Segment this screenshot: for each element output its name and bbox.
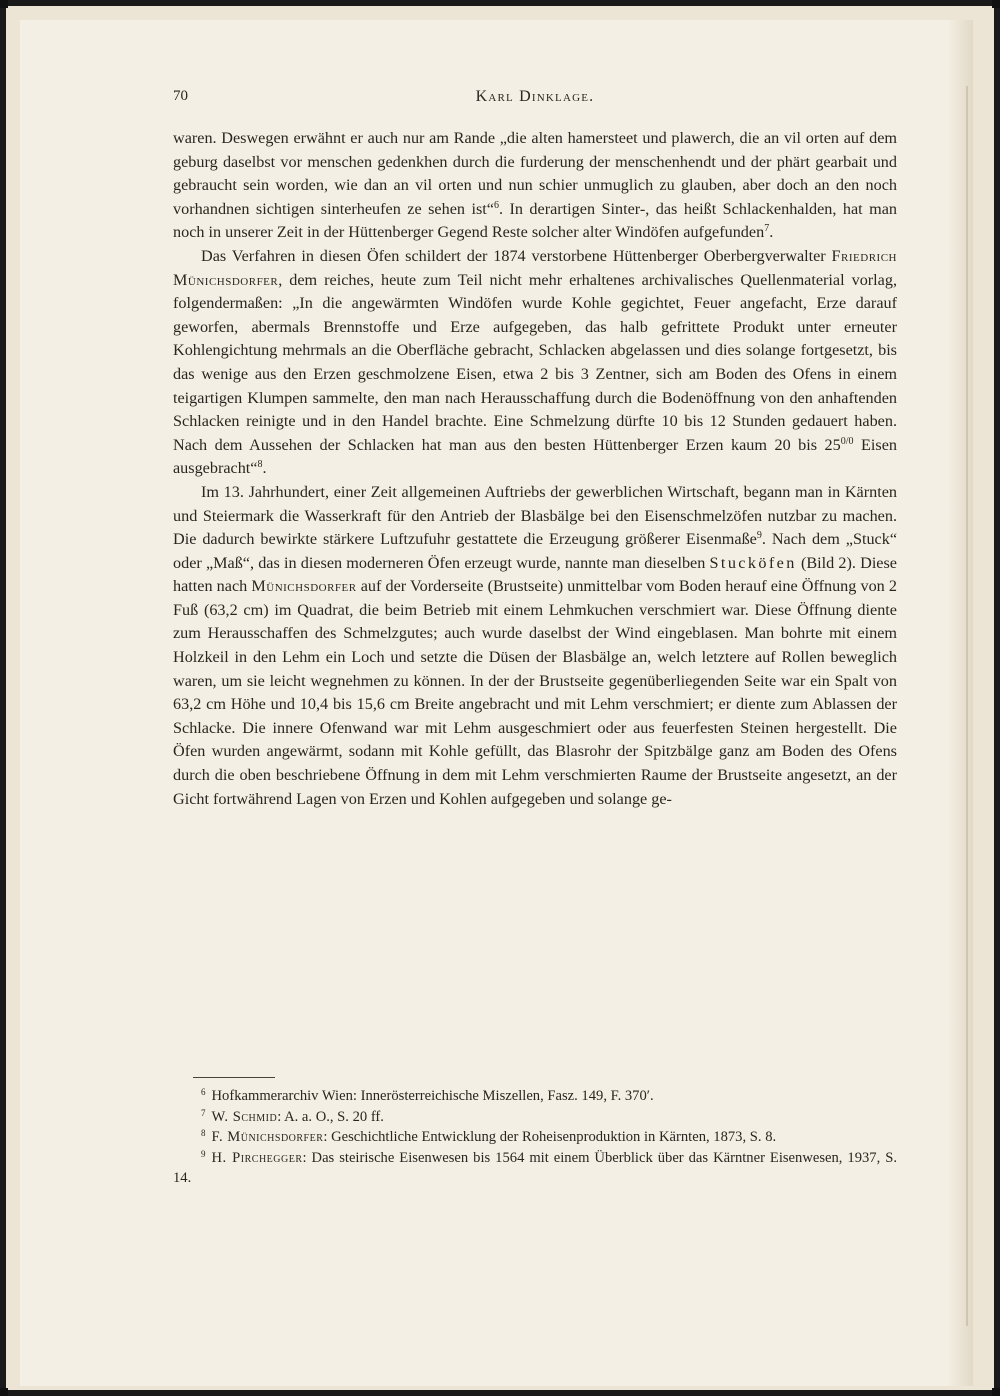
paragraph (173, 245, 897, 481)
scan-corner-mark (992, 1388, 1000, 1396)
footnote (173, 1148, 897, 1189)
percent-sign: 0/0 (840, 435, 854, 447)
spaced-term: Stucköfen (709, 553, 797, 572)
footnote (173, 1086, 897, 1107)
author-name: F. Münichsdorfer (211, 1129, 324, 1146)
footnote-number: 8 (201, 1128, 206, 1139)
page-header (173, 88, 897, 112)
text-run: Das Verfahren in diesen Öfen schildert der 1874 verstorbene Hüttenberger Oberbergverwalter (201, 246, 832, 265)
scan-corner-mark (992, 0, 1000, 8)
footnote-ref: 6 (493, 199, 499, 211)
text-run: Eisen ausgebracht“ (173, 435, 897, 478)
footnote (173, 1107, 897, 1128)
footnotes (173, 1086, 897, 1189)
footnote (173, 1127, 897, 1148)
text-run: . In derartigen Sinter-, das heißt Schlackenhalden, hat man noch in unserer Zeit in der Hüttenberger Gegend Reste solcher alter Windöfen aufgefunden (173, 199, 897, 242)
text-run: , dem reiches, heute zum Teil nicht mehr erhaltenes archivalisches Quellenmaterial vorlag, folgendermaßen: „In die angewärmten Windöfen wurde Kohle gegichtet, Feuer angefacht, Erze darauf geworfen, abermals Brennstoffe und Erze aufgegeben, das halb gefrittete Produkt unter erneuter Kohlengichtung mehrmals an die Oberfläche gebracht, Schlacken abgelassen und dies solange fortgesetzt, bis das wenige aus den Erzen geschmolzene Eisen, etwa 2 bis 3 Zentner, sich am Boden des Ofens in einem teigartigen Klumpen sammelte, den man nach Herausschaffung durch die Bodenöffnung von den anhaftenden Schlacken reinigte und in den Handel brachte. Eine Schmelzung dürfte 10 bis 12 Stunden gedauert haben. Nach dem Aussehen der Schlacken hat man aus den besten Hüttenberger Erzen kaum 20 bis 25 (173, 270, 897, 454)
text-run: . (769, 223, 774, 242)
author-name: W. Schmid (211, 1108, 278, 1125)
paragraph (173, 127, 897, 245)
paragraph (173, 481, 897, 811)
footnote-ref: 8 (257, 459, 263, 471)
text-run: auf der Vorderseite (Brustseite) unmittelbar vom Boden herauf eine Öffnung von 2 Fuß (63,2 cm) im Quadrat, die beim Betrieb mit einem Lehmkuchen verschmiert war. Diese Öffnung diente zum Herausschaffen des Schmelzgutes; auch wurde daselbst der Wind eingeblasen. Man bohrte mit einem Holzkeil in den Lehm ein Loch und setzte die Düsen der Blasbälge an, welch letztere auf Rollen beweglich waren, um sie leicht wegnehmen zu können. In der der Brustseite gegenüberliegenden Seite war ein Spalt von 63,2 cm Höhe und 10,4 bis 15,6 cm Breite angebracht und mit Lehm verschmiert; er diente zum Ablassen der Schlacke. Die innere Ofenwand war mit Lehm ausgeschmiert oder aus feuerfesten Steinen hergestellt. Die Öfen wurden angewärmt, sodann mit Kohle gefüllt, das Blasrohr der Spitzbälge ganz am Boden des Ofens durch die oben beschriebene Öffnung in dem mit Lehm verschmierten Raume der Brustseite angesetzt, an der Gicht fortwährend Lagen von Erzen und Kohlen aufgegeben und solange ge- (173, 577, 897, 808)
footnote-number: 7 (201, 1107, 206, 1118)
text-run: . (262, 459, 267, 478)
running-head: Karl Dinklage. (475, 88, 595, 105)
footnote-text: : Das steirische Eisenwesen bis 1564 mit einem Überblick über das Kärntner Eisenwesen, 1937, S. 14. (173, 1149, 897, 1187)
footnote-rule (193, 1077, 275, 1078)
footnote-text: : A. a. O., S. 20 ff. (277, 1108, 384, 1125)
text-run: . Nach dem „Stuck“ oder „Maß“, das in diesen moderneren Öfen erzeugt wurde, nannte man dieselben (173, 530, 898, 572)
footnote-ref: 9 (756, 530, 762, 542)
text-run: (Bild 2). Diese hatten nach (173, 553, 897, 596)
scan-corner-mark (0, 0, 8, 8)
page-number: 70 (173, 88, 188, 104)
footnote-ref: 7 (764, 223, 770, 235)
author-name: Münichsdorfer (251, 577, 357, 596)
text-run: waren. Deswegen erwähnt er auch nur am Rande „die alten hamersteet und plawerch, die an vil orten auf dem geburg daselbst vor menschen gedenkhen durch die furderung der menschenhendt und der phärt gearbait und gebraucht sein worden, wie dan an vil orten und nun schier unmuglich zu glauben, aber doch an den noch vorhandnen sichtigen sinterheufen ze sehen ist“ (173, 129, 897, 218)
text-run: Im 13. Jahrhundert, einer Zeit allgemeinen Auftriebs der gewerblichen Wirtschaft, begann man in Kärnten und Steiermark die Wasserkraft für den Antrieb der Blasbälge bei den Eisenschmelzöfen nutzbar zu machen. Die dadurch bewirkte stärkere Luftzufuhr gestattete die Erzeugung größerer Eisenmaße (173, 482, 897, 549)
page-edge-line (966, 86, 968, 1326)
author-name: H. Pirchegger (211, 1149, 303, 1166)
scan-corner-mark (0, 1388, 8, 1396)
footnote-number: 9 (201, 1148, 206, 1159)
footnote-number: 6 (201, 1087, 206, 1097)
footnote-text: : Geschichtliche Entwicklung der Roheisenproduktion in Kärnten, 1873, S. 8. (323, 1129, 777, 1146)
author-name: Friedrich Münichsdorfer (173, 246, 897, 289)
main-text (173, 127, 897, 811)
footnote-text: Hofkammerarchiv Wien: Innerösterreichische Miszellen, Fasz. 149, F. 370′. (211, 1088, 654, 1104)
gutter-shadow (947, 20, 973, 1386)
